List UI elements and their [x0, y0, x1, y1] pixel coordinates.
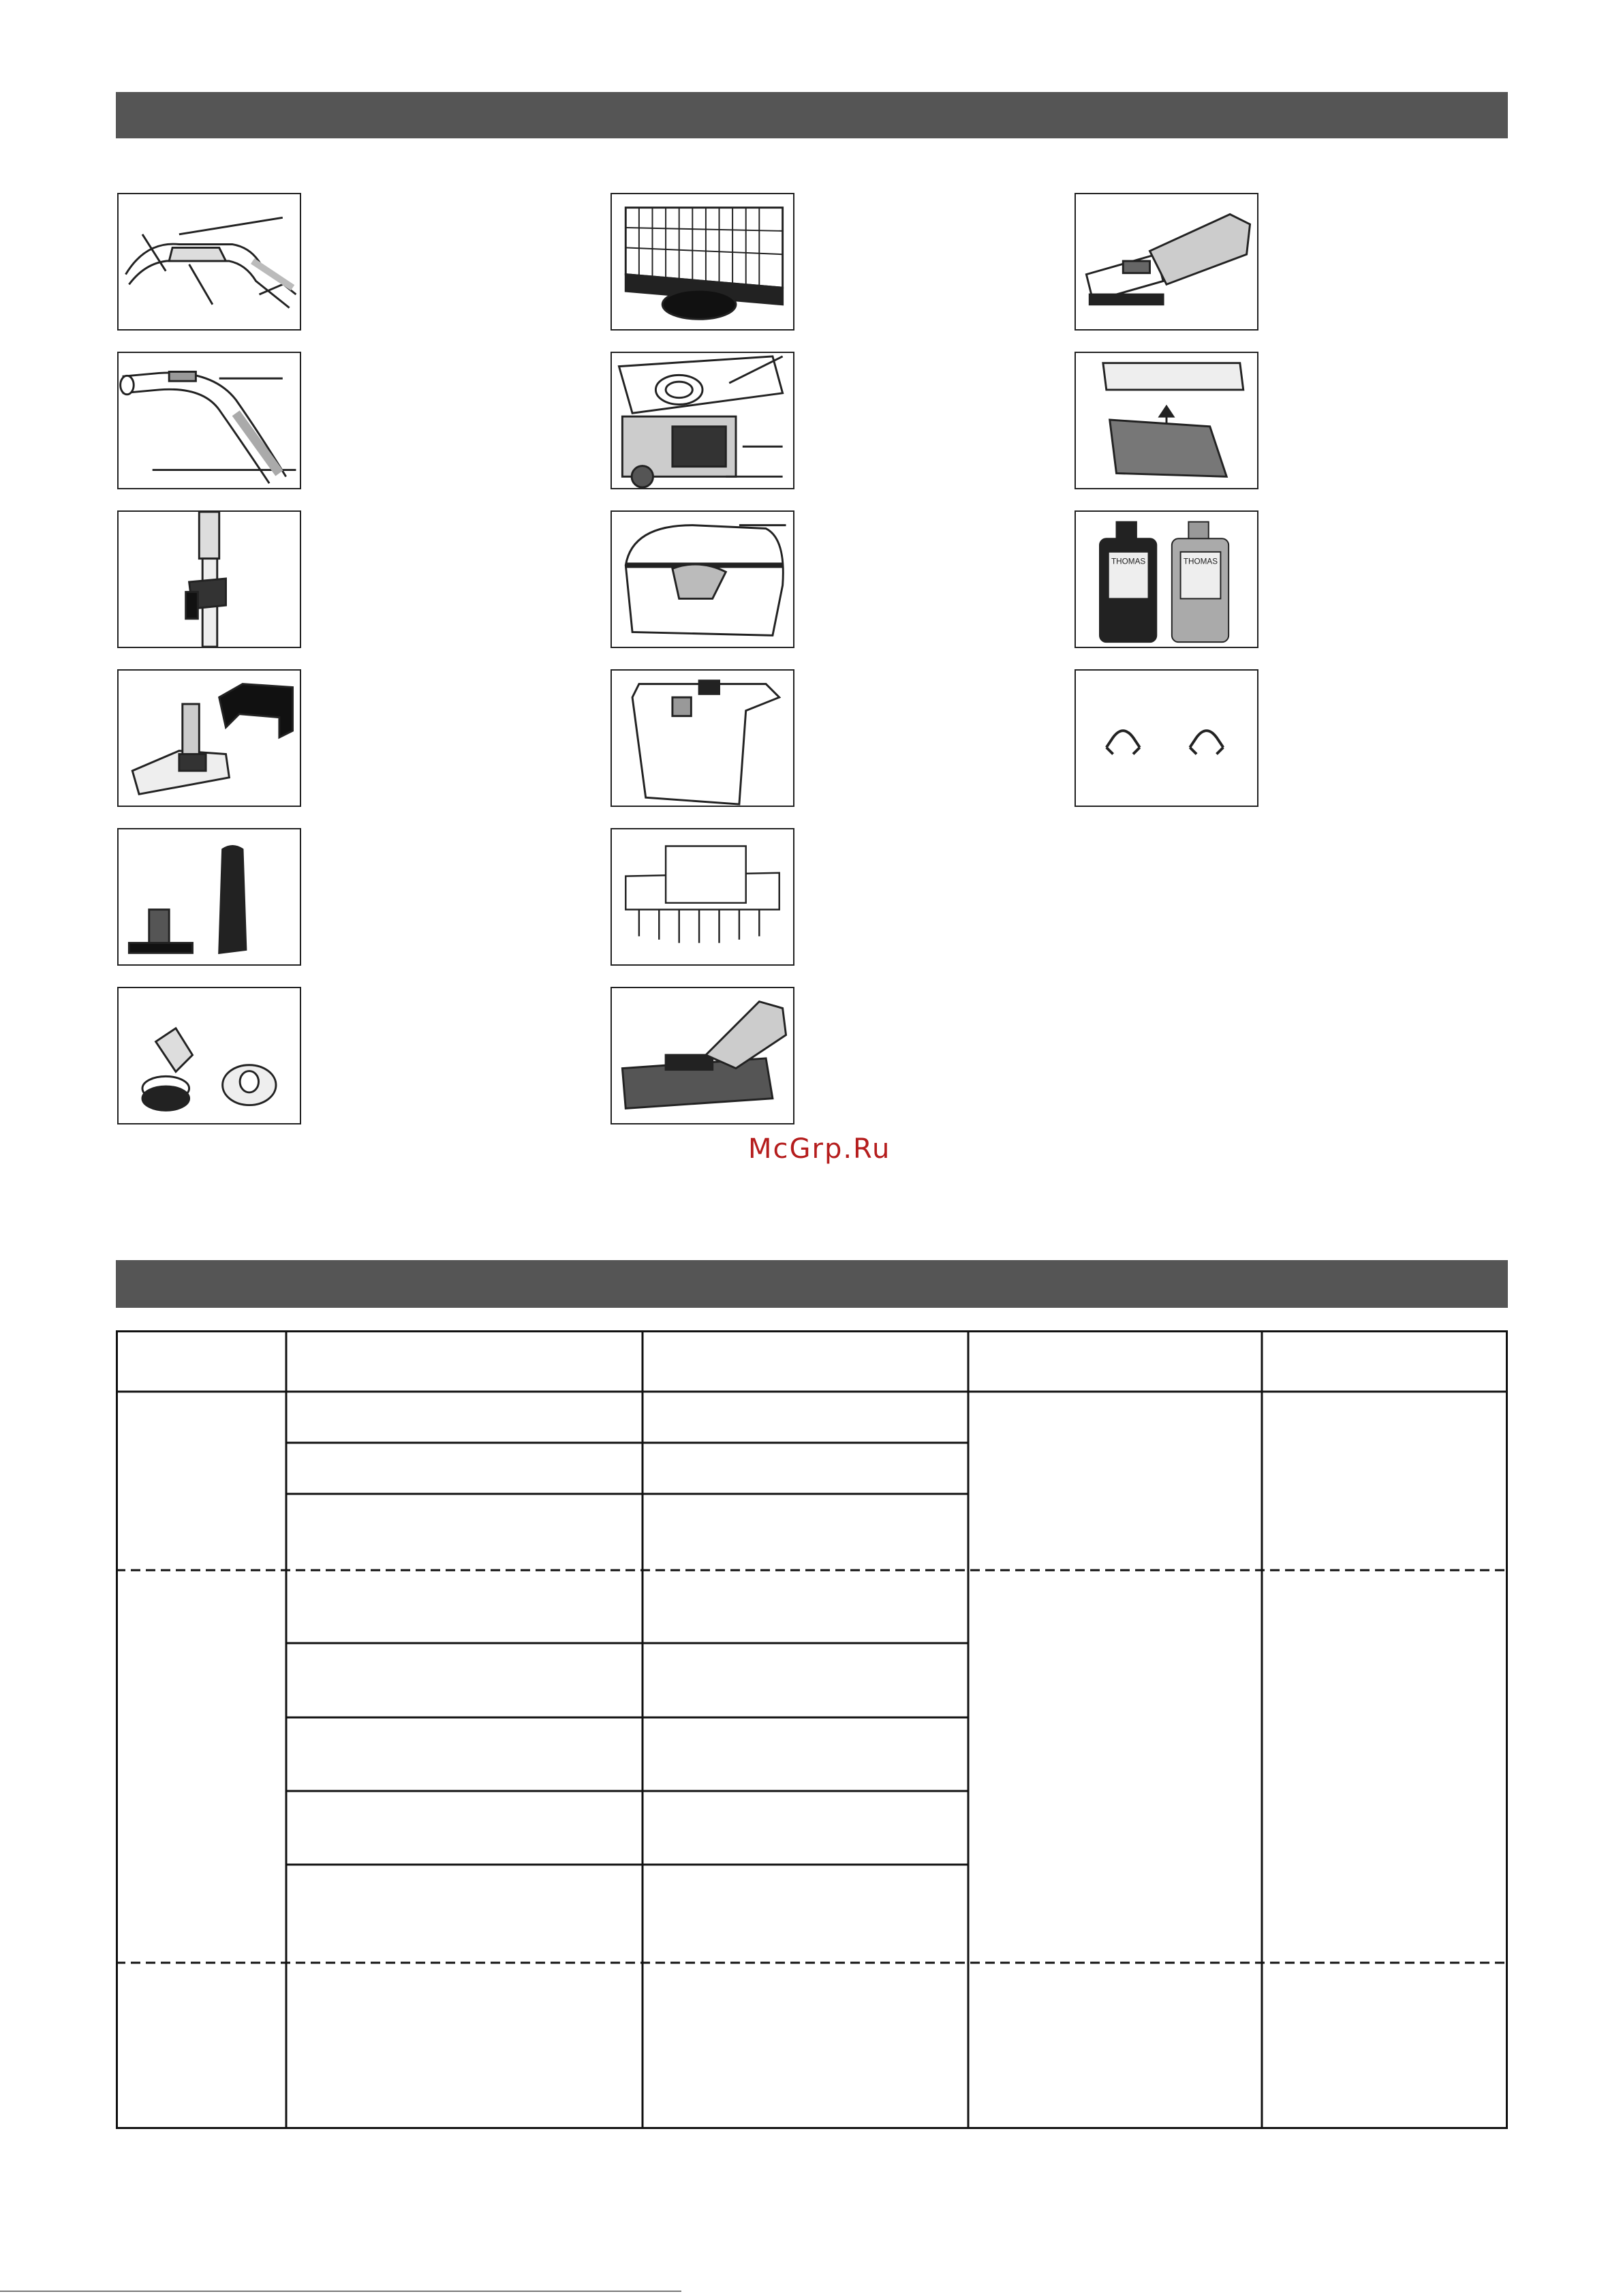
shampoo-bottles-image — [1075, 510, 1258, 648]
section-header-bar-table — [116, 1260, 1508, 1308]
footer-rule — [0, 2291, 681, 2292]
clips-pair-image — [1075, 669, 1258, 807]
upholstery-spray-nozzle-image — [1075, 193, 1258, 331]
wiper-strip-and-pad-image — [1075, 352, 1258, 489]
insert-grid-image — [610, 828, 794, 966]
wet-cleaning-nozzle-image — [610, 987, 794, 1124]
dusting-brush-adapter-image — [117, 987, 301, 1124]
hose-with-handle-image — [117, 352, 301, 489]
section-header-bar-accessories — [116, 92, 1508, 138]
shampoo-brand-left: THOMAS — [1111, 557, 1146, 566]
hose-handle-controls-image — [117, 193, 301, 331]
floor-nozzle-image — [117, 669, 301, 807]
container-lid-image — [610, 510, 794, 648]
telescopic-tube-clip-image — [117, 510, 301, 648]
water-container-image — [610, 669, 794, 807]
hepa-filter-image — [610, 193, 794, 331]
info-table — [116, 1330, 1508, 2129]
shampoo-brand-right: THOMAS — [1183, 557, 1218, 566]
filter-housing-parts-image — [610, 352, 794, 489]
upholstery-crevice-nozzles-image — [117, 828, 301, 966]
watermark-text: McGrp.Ru — [748, 1133, 891, 1165]
